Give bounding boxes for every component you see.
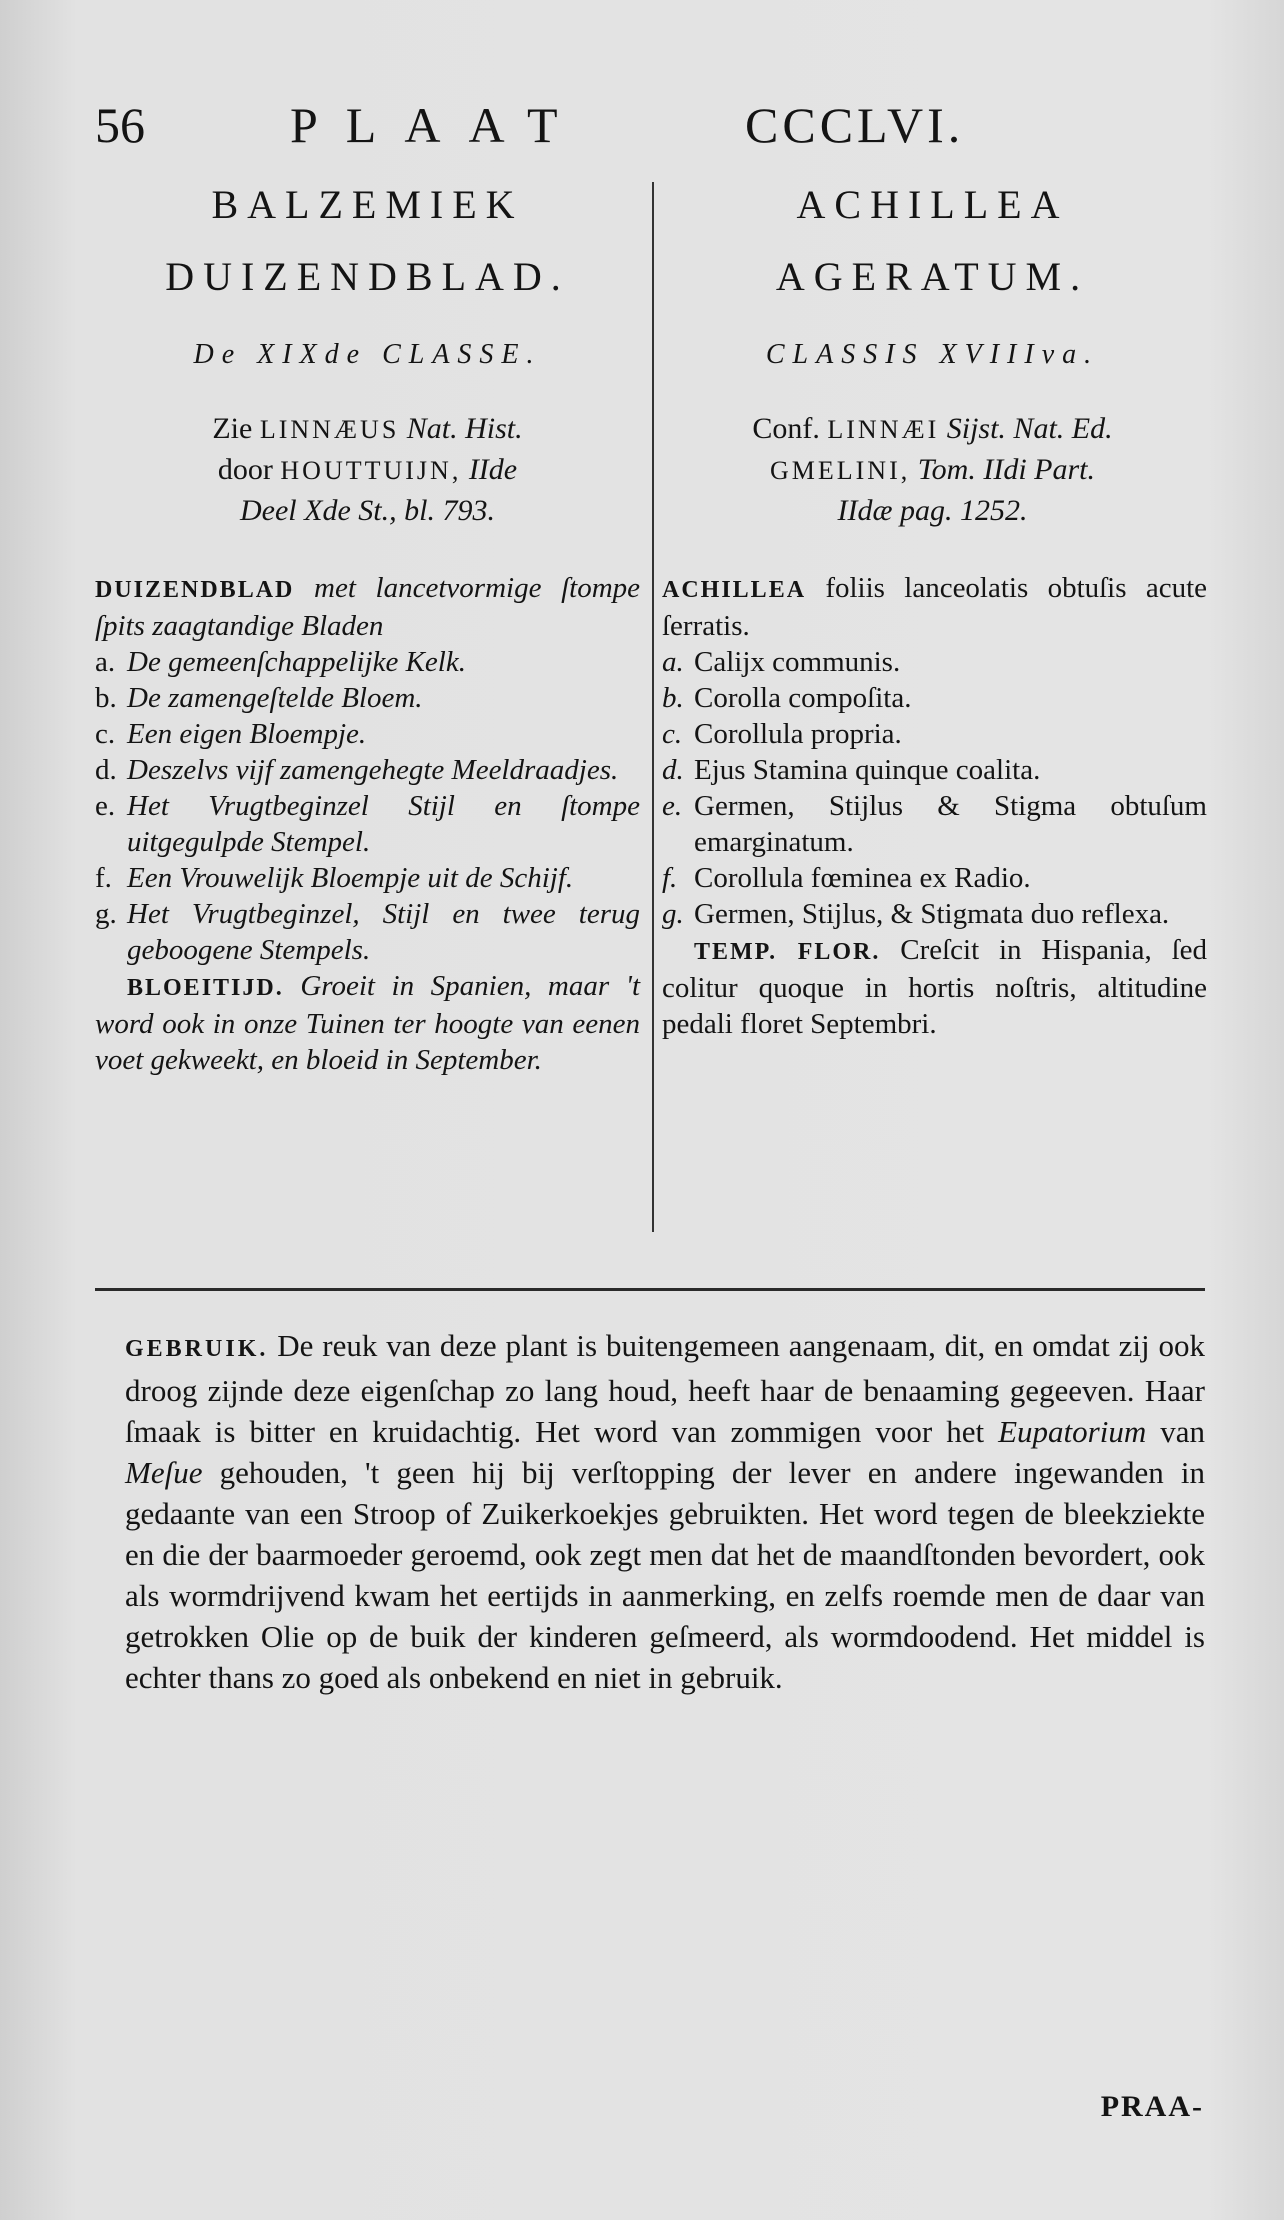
list-item: e. Het Vrugtbeginzel Stijl en ſtompe uitgegulpde Stempel. (95, 790, 640, 858)
latin-name-line2: AGERATUM. (775, 254, 1090, 299)
dutch-diagnosis (95, 570, 640, 644)
dutch-description (95, 570, 640, 1078)
page-number: 56 (95, 97, 145, 153)
dutch-reference (95, 409, 640, 531)
list-item: a. Calijx communis. (662, 646, 901, 678)
dutch-diagnosis-label: DUIZENDBLAD (95, 577, 295, 603)
usage-text: van (1160, 1414, 1206, 1449)
ref-author: LINNÆUS (259, 415, 400, 444)
ref-part: IIde (468, 453, 518, 486)
usage-author-name: Meſue (125, 1455, 203, 1490)
list-item: f. Corollula fœminea ex Radio. (662, 862, 1031, 894)
dutch-name-line1: BALZEMIEK (211, 182, 524, 227)
latin-description (662, 570, 1207, 1042)
list-item: b. De zamengeſtelde Bloem. (95, 682, 423, 714)
plate-heading: PLAAT (290, 97, 586, 153)
latin-column (660, 182, 1205, 531)
dutch-flowering-text: Groeit in Spanien, maar 't word ook in onze Tuinen ter hoogte van eenen voet gekweekt, en bloeid in September. (95, 970, 640, 1076)
column-divider (652, 182, 654, 1232)
ref-translator: HOUTTUIJN, (280, 456, 462, 485)
ref-author: LINNÆI (827, 415, 940, 444)
dutch-flowering (95, 968, 640, 1078)
list-item: a. De gemeenſchappelijke Kelk. (95, 646, 466, 678)
latin-class: CLASSIS XVIIIva. (765, 339, 1100, 370)
dutch-diagnosis-text: met lancetvormige ſtompe ſpits zaagtandige Bladen (95, 572, 641, 642)
usage-text: De reuk van deze plant is buitengemeen aangenaam, dit, en omdat zij ook droog zijnde deze eigenſchap zo lang houd, heeft haar de benaaming gegeeven. Haar ſmaak is bitter en kruidachtig. Het word van zommigen voor het (125, 1328, 1206, 1449)
latin-flowering-label: TEMP. FLOR. (694, 939, 881, 965)
usage-plant-name: Eupatorium (998, 1414, 1147, 1449)
list-item: f. Een Vrouwelijk Bloempje uit de Schijf. (95, 862, 574, 894)
usage-label: GEBRUIK. (125, 1336, 269, 1362)
plate-number: CCCLVI. (745, 97, 965, 153)
ref-page: Deel Xde St., bl. 793. (240, 494, 495, 527)
ref-editor: GMELINI, (769, 456, 911, 485)
latin-diagnosis-text: foliis lanceolatis obtuſis acute ſerratis. (662, 572, 1208, 642)
list-item: g. Germen, Stijlus, & Stigmata duo reflexa. (662, 898, 1170, 930)
ref-page: IIdæ pag. 1252. (837, 494, 1028, 527)
list-item: d. Ejus Stamina quinque coalita. (662, 754, 1041, 786)
ref-work: Sijst. Nat. Ed. (946, 412, 1113, 445)
ref-part: Tom. IIdi Part. (917, 453, 1095, 486)
dutch-flowering-label: BLOEITIJD. (127, 975, 284, 1001)
ref-work: Nat. Hist. (406, 412, 523, 445)
latin-flowering (662, 932, 1207, 1042)
dutch-name-line2: DUIZENDBLAD. (165, 254, 570, 299)
list-item: b. Corolla compoſita. (662, 682, 912, 714)
ref-word: Zie (212, 412, 253, 445)
latin-reference (660, 409, 1205, 531)
latin-diagnosis (662, 570, 1207, 644)
section-rule (95, 1288, 1205, 1291)
usage-paragraph (125, 1325, 1205, 1698)
usage-text: gehouden, 't geen hij bij verſtopping der lever en andere ingewanden in gedaante van een Stroop of Zuikerkoekjes gebruikten. Het word tegen de bleekziekte en die der baarmoeder geroemd, ook zegt men dat het de maandſtonden bevordert, ook als wormdrijvend kwam het eertijds in aanmerking, en zelfs roemde men de daar van getrokken Olie op de buik der kinderen geſmeerd, als wormdoodend. Het middel is echter thans zo goed als onbekend en niet in gebruik. (125, 1455, 1205, 1695)
ref-word: Conf. (752, 412, 820, 445)
ref-word: door (217, 453, 273, 486)
latin-name-line1: ACHILLEA (796, 182, 1069, 227)
list-item: c. Een eigen Bloempje. (95, 718, 367, 750)
list-item: d. Deszelvs vijf zamengehegte Meeldraadjes. (95, 754, 619, 786)
catchword: PRAA- (1100, 2090, 1204, 2123)
dutch-class: De XIXde CLASSE. (193, 339, 542, 370)
dutch-column (95, 182, 640, 531)
list-item: c. Corollula propria. (662, 718, 902, 750)
list-item: e. Germen, Stijlus & Stigma obtuſum emarginatum. (662, 790, 1207, 858)
latin-diagnosis-label: ACHILLEA (662, 577, 807, 603)
list-item: g. Het Vrugtbeginzel, Stijl en twee terug geboogene Stempels. (95, 898, 640, 966)
latin-flowering-text: Creſcit in Hispania, ſed colitur quoque in hortis noſtris, altitudine pedali floret Septembri. (662, 934, 1207, 1040)
